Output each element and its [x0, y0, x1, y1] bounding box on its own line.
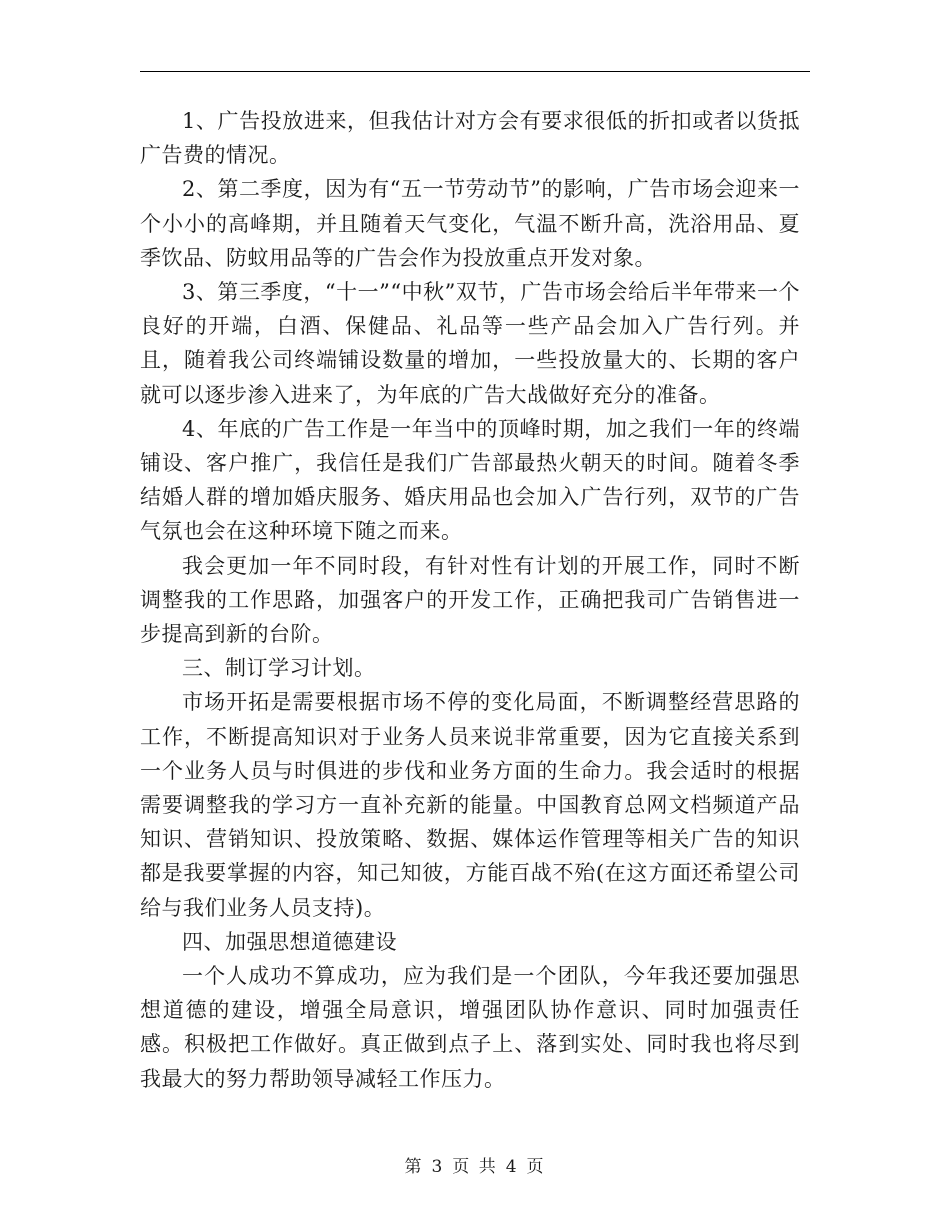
paragraph-q1-ads: 1、广告投放进来，但我估计对方会有要求很低的折扣或者以货抵广告费的情况。 — [140, 109, 800, 168]
paragraph-study-plan: 市场开拓是需要根据市场不停的变化局面，不断调整经营思路的工作，不断提高知识对于业务人员来说非常重要，因为它直接关系到一个业务人员与时俱进的步伐和业务方面的生命力。我会适时的根据需要调整我的学习方一直补充新的能量。中国教育总网文档频道产品知识、营销知识、投放策略、数据、媒体运作管理等相关广告的知识都是我要掌握的内容，知己知彼，方能百战不殆(在这方面还希望公司给与我们业务人员支持)。 — [140, 690, 800, 920]
footer-suffix: 页 — [526, 1157, 546, 1177]
paragraph-summary: 我会更加一年不同时段，有针对性有计划的开展工作，同时不断调整我的工作思路，加强客户的开发工作，正确把我司广告销售进一步提高到新的台阶。 — [140, 553, 800, 647]
section-heading-study-plan: 三、制订学习计划。 — [182, 656, 376, 681]
section-heading-moral-building: 四、加强思想道德建设 — [182, 929, 397, 954]
footer-prefix: 第 — [404, 1157, 424, 1177]
paragraph-q4: 4、年底的广告工作是一年当中的顶峰时期，加之我们一年的终端铺设、客户推广，我信任是我们广告部最热火朝天的时间。随着冬季结婚人群的增加婚庆服务、婚庆用品也会加入广告行列，双节的广告气氛也会在这种环境下随之而来。 — [140, 416, 800, 544]
footer-middle: 页 共 — [452, 1157, 498, 1177]
footer-total-pages: 4 — [505, 1157, 519, 1177]
paragraph-q3: 3、第三季度，“十一”“中秋”双节，广告市场会给后半年带来一个良好的开端，白酒、保健品、礼品等一些产品会加入广告行列。并且，随着我公司终端铺设数量的增加，一些投放量大的、长期的客户就可以逐步渗入进来了，为年底的广告大战做好充分的准备。 — [140, 280, 800, 407]
paragraph-moral-building: 一个人成功不算成功，应为我们是一个团队，今年我还要加强思想道德的建设，增强全局意识，增强团队协作意识、同时加强责任感。积极把工作做好。真正做到点子上、落到实处、同时我也将尽到我最大的努力帮助领导减轻工作压力。 — [140, 964, 800, 1091]
header-rule — [140, 71, 810, 72]
paragraph-q2: 2、第二季度，因为有“五一节劳动节”的影响，广告市场会迎来一个小小的高峰期，并且随着天气变化，气温不断升高，洗浴用品、夏季饮品、防蚊用品等的广告会作为投放重点开发对象。 — [140, 177, 800, 270]
document-body — [140, 104, 800, 1096]
footer-current-page: 3 — [431, 1157, 445, 1177]
page-footer — [0, 1152, 950, 1177]
